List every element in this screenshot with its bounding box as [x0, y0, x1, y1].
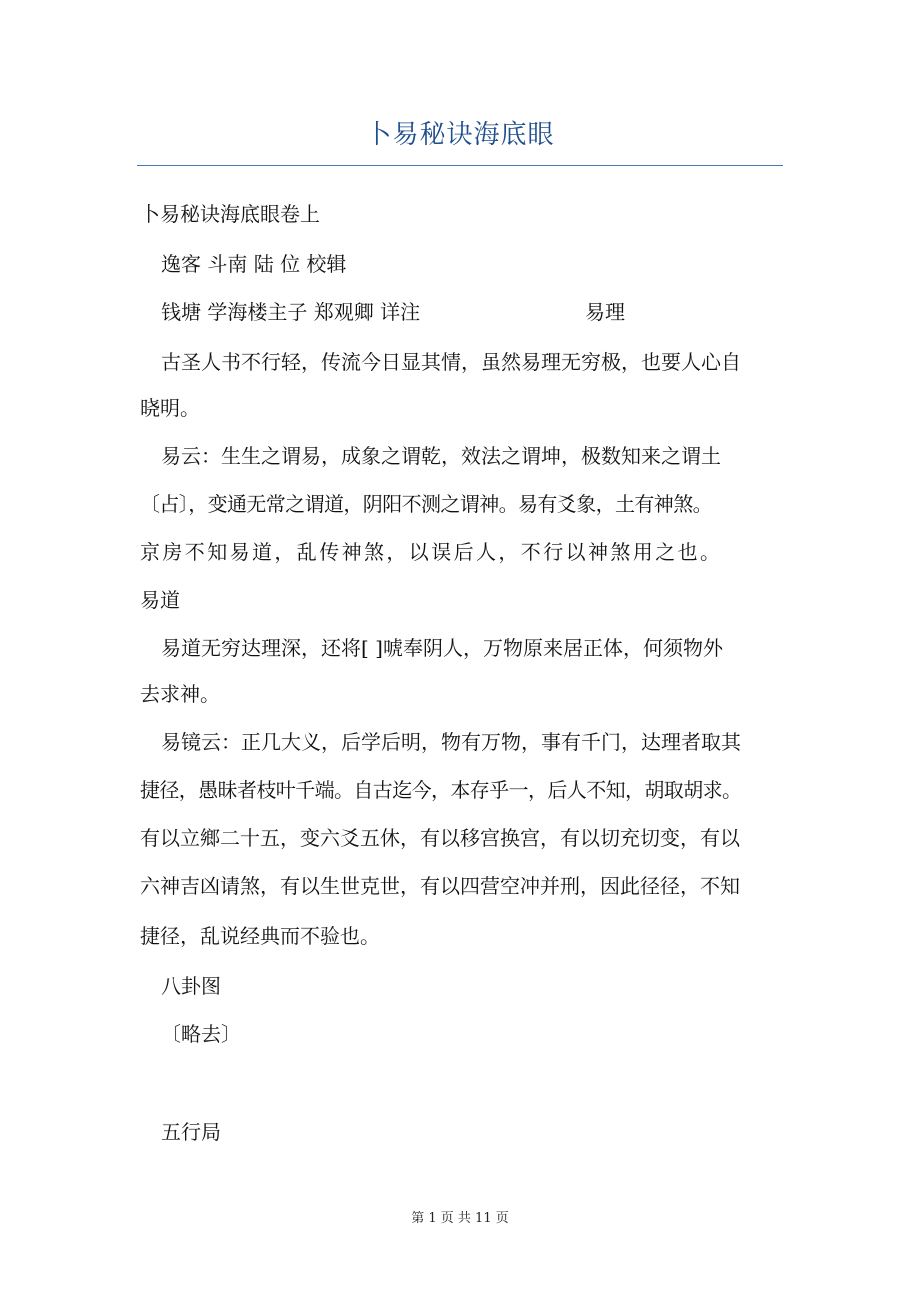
section-heading: 易理: [585, 300, 625, 324]
text-line: 晓明。: [140, 396, 200, 420]
text-line: 易云：生生之谓易，成象之谓乾，效法之谓坤，极数知来之谓土: [161, 444, 721, 468]
text-line: 有以立鄉二十五，变六爻五休，有以移宫换宫，有以切充切变，有以: [140, 826, 740, 850]
text-line: 卜易秘诀海底眼卷上: [140, 202, 320, 226]
text-line: 捷径，乱说经典而不验也。: [140, 924, 380, 948]
text-line: 易道无穷达理深，还将[ ]唬奉阴人，万物原来居正体，何须物外: [161, 636, 723, 660]
title-divider: [137, 165, 783, 166]
text-line: 六神吉凶请煞，有以生世克世，有以四营空冲并刑，因此径径，不知: [140, 874, 740, 898]
text-line: 钱塘 学海楼主子 郑观卿 详注: [161, 300, 421, 324]
text-line: 京房不知易道，乱传神煞，以误后人，不行以神煞用之也。: [140, 540, 723, 564]
text-line: 逸客 斗南 陆 位 校辑: [161, 252, 347, 276]
text-line: 易镜云：正几大义，后学后明，物有万物，事有千门，达理者取其: [161, 730, 741, 754]
text-line: 古圣人书不行轻，传流今日显其情，虽然易理无穷极，也要人心自: [161, 350, 741, 374]
text-line: 〔占〕，变通无常之谓道，阴阳不测之谓神。易有爻象，土有神煞。: [140, 492, 712, 516]
text-line: 五行局: [161, 1120, 221, 1144]
text-line: 〔略去〕: [161, 1022, 241, 1046]
text-line: 八卦图: [161, 974, 221, 998]
text-line: 捷径，愚昧者枝叶千端。自古迄今，本存乎一，后人不知，胡取胡求。: [140, 778, 742, 802]
page-footer: 第 1 页 共 11 页: [411, 1211, 509, 1226]
text-line: 去求神。: [140, 682, 220, 706]
document-title: 卜易秘诀海底眼: [365, 120, 555, 150]
text-line: 易道: [140, 588, 180, 612]
